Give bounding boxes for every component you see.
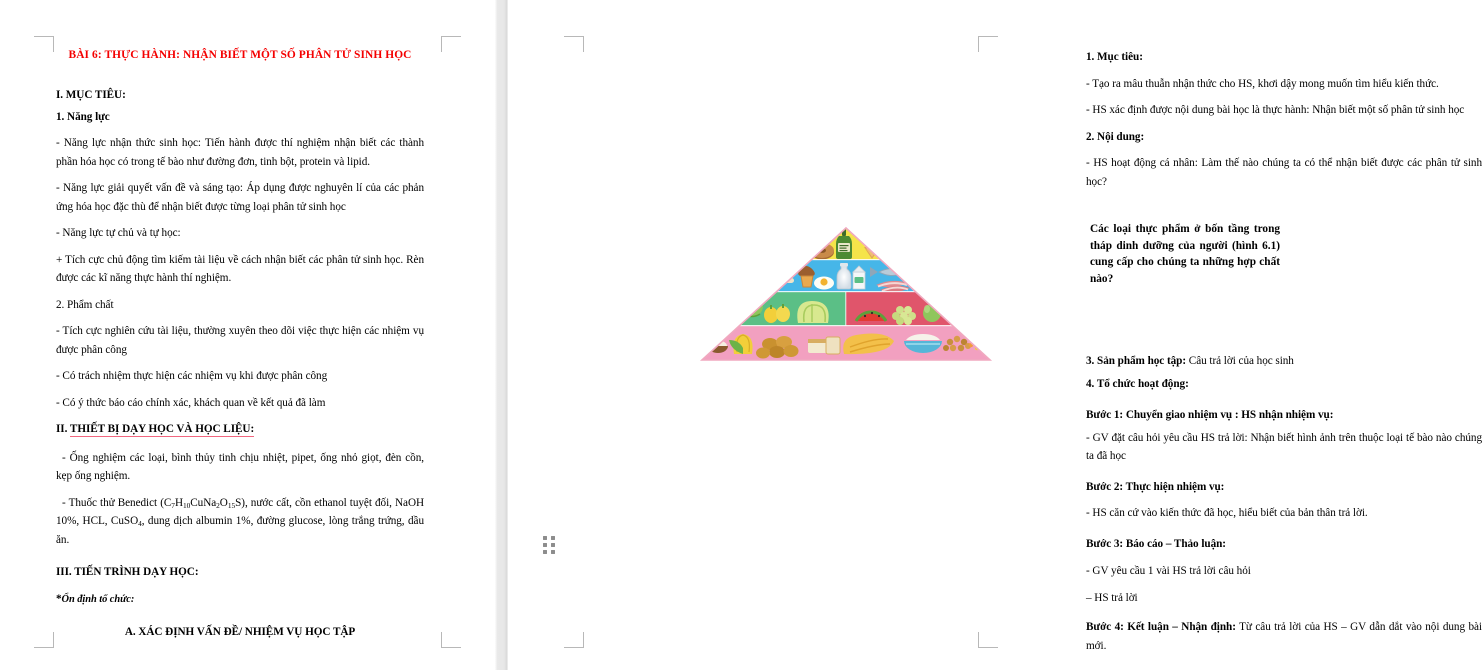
document-page-left (0, 0, 495, 670)
crop-mark-top-right (441, 36, 461, 52)
san-pham-value: Câu trả lời của học sinh (1186, 355, 1294, 367)
para-thuoc-thu-part-c: , dung dịch albumin 1%, đường glucose, lòng trắng trứng, dầu ăn. (56, 515, 424, 546)
pyramid-food-tomatoes (716, 304, 739, 324)
para-thuoc-thu-part-a: - Thuốc thử Benedict (C (62, 496, 172, 509)
para-nang-luc-giai-quyet: - Năng lực giải quyết vấn đề và sáng tạo: Áp dụng được nghuyên lí của các phản ứng hóa học đặc thù để nhận biết được từng loại phân tử sinh học (56, 182, 424, 213)
heading-part-a: A. XÁC ĐỊNH VẤN ĐỀ/ NHIỆM VỤ HỌC TẬP (124, 626, 356, 638)
buoc3-label: Bước 3: Báo cáo – Thảo luận: (1086, 537, 1226, 550)
para-hs-tra-loi: – HS trả lời (1086, 591, 1138, 604)
para-tao-ra-mau-thuan: - Tạo ra mâu thuẫn nhận thức cho HS, khơi dậy mong muốn tìm hiểu kiến thức. (1086, 77, 1439, 90)
para-hs-hoat-dong: - HS hoạt động cá nhân: Làm thế nào chúng ta có thể nhận biết được các phân tử sinh học? (1086, 157, 1482, 188)
san-pham-label: 3. Sản phẩm học tập: (1086, 355, 1187, 367)
buoc4-value: Từ câu trả lời của HS – GV dẫn dắt vào nội dung bài mới. (1086, 621, 1482, 652)
para-on-dinh-to-chuc (56, 590, 424, 610)
heading-pham-chat: 2. Phẩm chất (56, 298, 114, 311)
crop-mark-bottom-left-2 (564, 632, 584, 648)
drag-handle-dot (543, 543, 547, 547)
formula-sub-o: 15 (227, 500, 236, 510)
left-page-body (56, 48, 424, 650)
para-co-trach-nhiem: - Có trách nhiệm thực hiện các nhiệm vụ khi được phân công (56, 370, 328, 382)
formula-sub-cuso4: 4 (138, 519, 142, 529)
para-ong-nghiem: - Ống nghiệm các loại, bình thủy tinh chịu nhiệt, pipet, ống nhỏ giọt, đèn cồn, kẹp ống nghiệm. (56, 451, 424, 482)
para-thuoc-thu: - Thuốc thử Benedict $(C_7H_{10}CuNa_2O_{15}S)$, nước cất, cồn ethanol tuyệt đối, NaOH 10%, HCL, CuSO$_4$, dung dịch albumin 1%, đường glucose, lòng trắng trứng, dầu ăn. (56, 496, 425, 546)
heading-thiet-bi-text: THIẾT BỊ DẠY HỌC VÀ HỌC LIỆU: (69, 423, 255, 435)
crop-mark-top-left (34, 36, 54, 52)
drag-handle-dot (543, 550, 547, 554)
para-buoc-4 (1086, 618, 1482, 655)
drag-handle[interactable] (543, 536, 556, 555)
heading-tien-trinh-day-hoc: III. TIẾN TRÌNH DẠY HỌC: (56, 566, 199, 578)
para-buoc-1 (1086, 406, 1482, 425)
on-dinh-bullet: * (56, 592, 62, 605)
buoc1-value: HS nhận nhiệm vụ: (1238, 409, 1334, 421)
heading-muc-tieu: I. MỤC TIÊU: (56, 89, 126, 101)
drag-handle-dot (551, 543, 555, 547)
heading-to-chuc-hoat-dong: 4. Tổ chức hoạt động: (1086, 377, 1189, 390)
food-pyramid-figure (700, 226, 992, 362)
pyramid-food-egg (814, 277, 834, 290)
crop-mark-bottom-right (441, 632, 461, 648)
right-page-body (1086, 48, 1482, 663)
para-tich-cuc-chu-dong: + Tích cực chủ động tìm kiếm tài liệu về cách nhận biết các phân tử sinh học. Rèn được các kĩ năng thực hành thí nghiệm. (56, 253, 424, 284)
para-thuoc-thu-part-b: S), nước cất, cồn ethanol tuyệt đối, NaOH 10%, HCL, CuSO (56, 496, 425, 527)
formula-sub-na: 2 (216, 500, 220, 510)
page-title: BÀI 6: THỰC HÀNH: NHẬN BIẾT MỘT SỐ PHÂN TỬ SINH HỌC (68, 49, 412, 61)
para-san-pham-hoc-tap (1086, 352, 1482, 371)
para-hs-can-cu: - HS căn cứ vào kiến thức đã học, hiểu biết của bản thân trả lời. (1086, 507, 1368, 519)
para-co-y-thuc: - Có ý thức báo cáo chính xác, khách quan về kết quả đã làm (56, 396, 326, 409)
crop-mark-top-right-2 (978, 36, 998, 52)
formula-sub-c: 7 (171, 500, 175, 510)
drag-handle-dot (551, 550, 555, 554)
formula-sub-h: 10 (182, 500, 191, 510)
para-hs-xac-dinh: - HS xác định được nội dung bài học là thực hành: Nhận biết một số phân tử sinh học (1086, 104, 1465, 116)
question-callout: Các loại thực phẩm ở bốn tầng trong tháp dinh dưỡng của người (hình 6.1) cung cấp cho chúng ta những hợp chất nào? (1090, 223, 1280, 285)
buoc1-label: Bước 1: Chuyển giao nhiệm vụ : (1086, 409, 1239, 421)
para-gv-dat-cau-hoi: - GV đặt câu hỏi yêu cầu HS trả lời: Nhận biết hình ảnh trên thuộc loại tế bào nào chúng ta đã học (1086, 431, 1482, 462)
drag-handle-dot (551, 536, 555, 540)
page-separator (495, 0, 508, 670)
on-dinh-text: Ổn định tổ chức: (61, 593, 135, 605)
crop-mark-top-left-2 (564, 36, 584, 52)
heading-noi-dung: 2. Nội dung: (1086, 130, 1145, 143)
buoc2-label: Bước 2: Thực hiện nhiệm vụ: (1086, 480, 1225, 493)
heading-muc-tieu-2: 1. Mục tiêu: (1086, 51, 1143, 63)
buoc4-label: Bước 4: Kết luận – Nhận định: (1086, 621, 1236, 633)
crop-mark-bottom-right-2 (978, 632, 998, 648)
pyramid-food-bananas (950, 309, 981, 326)
drag-handle-dot (543, 536, 547, 540)
para-nang-luc-nhan-thuc: - Năng lực nhận thức sinh học: Tiến hành được thí nghiệm nhận biết các thành phần hóa học có trong tế bào như đường đơn, tinh bột, protein và lipid. (56, 137, 424, 168)
para-gv-yeu-cau: - GV yêu cầu 1 vài HS trả lời câu hỏi (1086, 565, 1251, 577)
heading-thiet-bi-day-hoc (56, 420, 424, 439)
heading-nang-luc: 1. Năng lực (56, 110, 110, 123)
heading-thiet-bi-prefix: II. (56, 423, 70, 435)
pyramid-food-bread (808, 337, 840, 354)
para-nang-luc-tu-chu: - Năng lực tự chủ và tự học: (56, 227, 181, 239)
para-tich-cuc-nghien-cuu: - Tích cực nghiên cứu tài liệu, thường xuyên theo dõi việc thực hiện các nhiệm vụ được phân công (56, 325, 424, 356)
crop-mark-bottom-left (34, 632, 54, 648)
